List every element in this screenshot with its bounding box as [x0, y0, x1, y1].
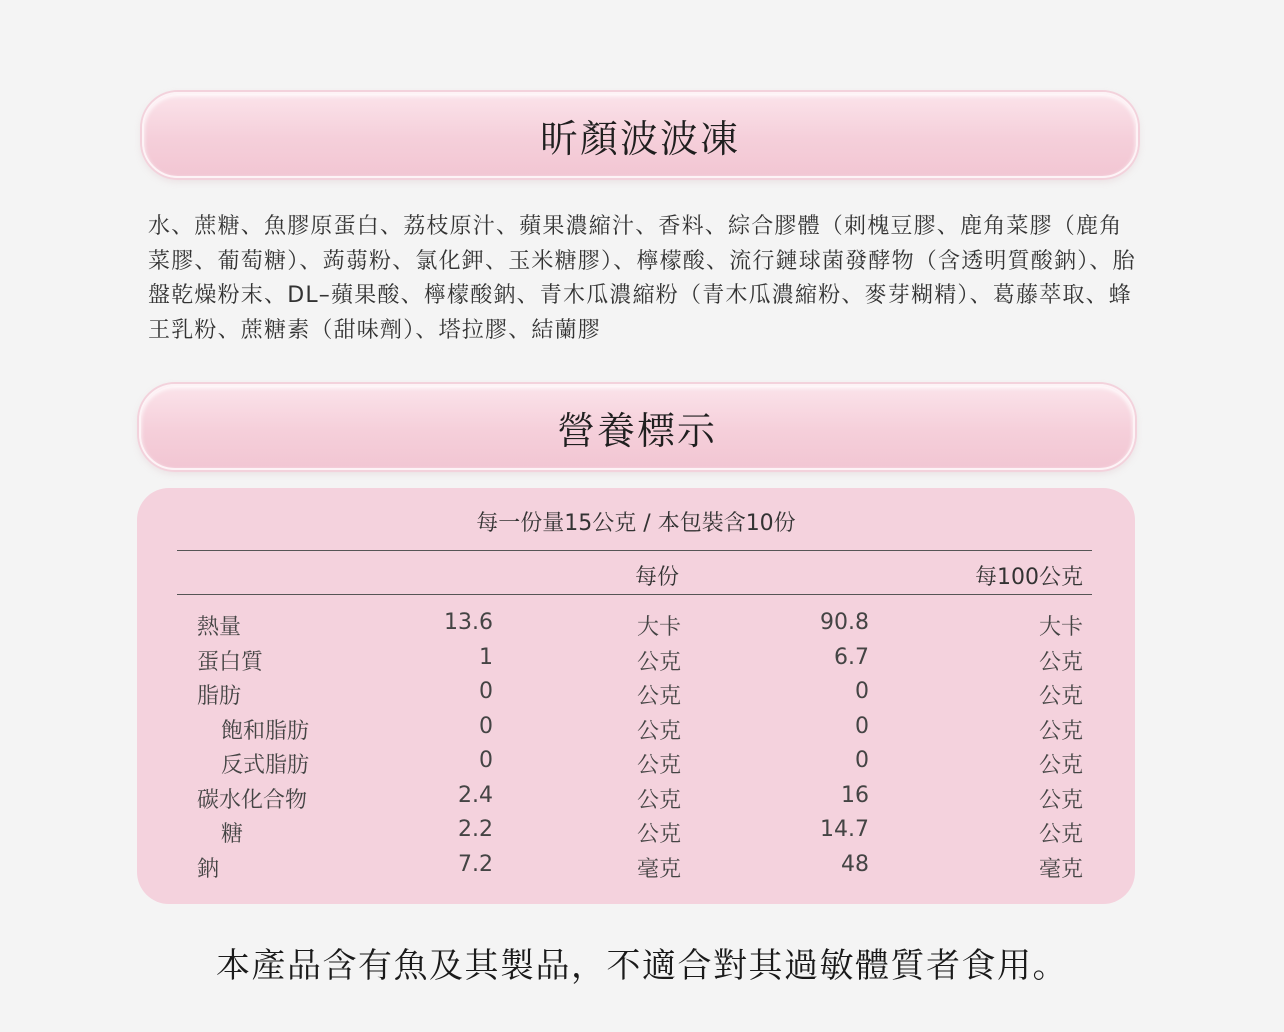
per-100g-unit: 毫克	[1038, 856, 1083, 882]
per-100g-unit: 大卡	[1038, 615, 1083, 640]
per-100g-value: 48	[841, 851, 869, 877]
table-row	[137, 779, 1135, 814]
nutrient-name: 飽和脂肪	[221, 718, 310, 744]
per-100g-value: 90.8	[820, 610, 869, 635]
table-row	[137, 641, 1135, 676]
per-100g-value: 6.7	[834, 644, 869, 670]
per-100g-unit: 公克	[1038, 787, 1083, 813]
table-header-rule	[177, 594, 1092, 595]
column-header-per-100g: 每100公克	[975, 565, 1083, 590]
per-serving-unit: 大卡	[637, 615, 682, 640]
product-name-banner	[142, 92, 1138, 178]
per-serving-unit: 公克	[637, 787, 682, 813]
per-serving-value: 13.6	[444, 610, 493, 635]
per-serving-value: 1	[479, 644, 493, 670]
table-row	[137, 813, 1135, 848]
table-row	[137, 710, 1135, 745]
nutrient-name: 糖	[221, 822, 244, 847]
per-100g-value: 14.7	[820, 817, 869, 842]
nutrition-banner	[139, 384, 1135, 470]
nutrient-name: 反式脂肪	[221, 753, 310, 778]
per-100g-value: 16	[841, 782, 869, 808]
per-100g-unit: 公克	[1038, 718, 1083, 744]
table-top-rule	[177, 550, 1092, 551]
per-serving-value: 0	[479, 713, 493, 739]
nutrient-name: 熱量	[197, 615, 242, 640]
nutrition-facts-panel	[137, 488, 1135, 904]
per-100g-value: 0	[855, 713, 869, 739]
nutrient-name: 脂肪	[197, 684, 242, 709]
per-serving-value: 0	[479, 748, 493, 773]
per-serving-unit: 公克	[637, 753, 682, 778]
product-name: 昕顏波波凍	[539, 116, 740, 161]
per-serving-value: 0	[479, 679, 493, 704]
per-serving-unit: 公克	[637, 684, 682, 709]
per-serving-unit: 毫克	[637, 856, 682, 882]
per-100g-unit: 公克	[1038, 822, 1083, 847]
per-100g-value: 0	[855, 679, 869, 704]
per-serving-unit: 公克	[637, 649, 682, 675]
per-serving-value: 7.2	[458, 851, 493, 877]
per-serving-value: 2.4	[458, 782, 493, 808]
table-row	[137, 848, 1135, 883]
per-100g-unit: 公克	[1038, 753, 1083, 778]
table-row	[137, 606, 1135, 641]
per-serving-unit: 公克	[637, 822, 682, 847]
nutrition-table-body	[137, 606, 1135, 882]
per-100g-unit: 公克	[1038, 649, 1083, 675]
column-header-per-serving: 每份	[635, 565, 680, 590]
nutrition-title: 營養標示	[556, 408, 717, 453]
nutrient-name: 蛋白質	[197, 649, 264, 675]
allergen-warning: 本產品含有魚及其製品，不適合對其過敏體質者食用。	[216, 946, 1068, 986]
nutrient-name: 碳水化合物	[197, 787, 308, 813]
ingredients-list: 水、蔗糖、魚膠原蛋白、荔枝原汁、蘋果濃縮汁、香料、綜合膠體（刺槐豆膠、鹿角菜膠（鹿角菜膠、葡萄糖）、蒟蒻粉、氯化鉀、玉米糖膠）、檸檬酸、流行鏈球菌發酵物（含透明質酸鈉）、胎盤乾燥粉末、DL–蘋果酸、檸檬酸鈉、青木瓜濃縮粉（青木瓜濃縮粉、麥芽糊精）、葛藤萃取、蜂王乳粉、蔗糖素（甜味劑）、塔拉膠、結蘭膠	[148, 214, 1136, 343]
per-100g-unit: 公克	[1038, 684, 1083, 709]
nutrient-name: 鈉	[197, 856, 220, 882]
table-row	[137, 744, 1135, 779]
serving-info: 每一份量15公克 / 本包裝含10份	[476, 511, 796, 536]
per-100g-value: 0	[855, 748, 869, 773]
per-serving-unit: 公克	[637, 718, 682, 744]
per-serving-value: 2.2	[458, 817, 493, 842]
table-row	[137, 675, 1135, 710]
